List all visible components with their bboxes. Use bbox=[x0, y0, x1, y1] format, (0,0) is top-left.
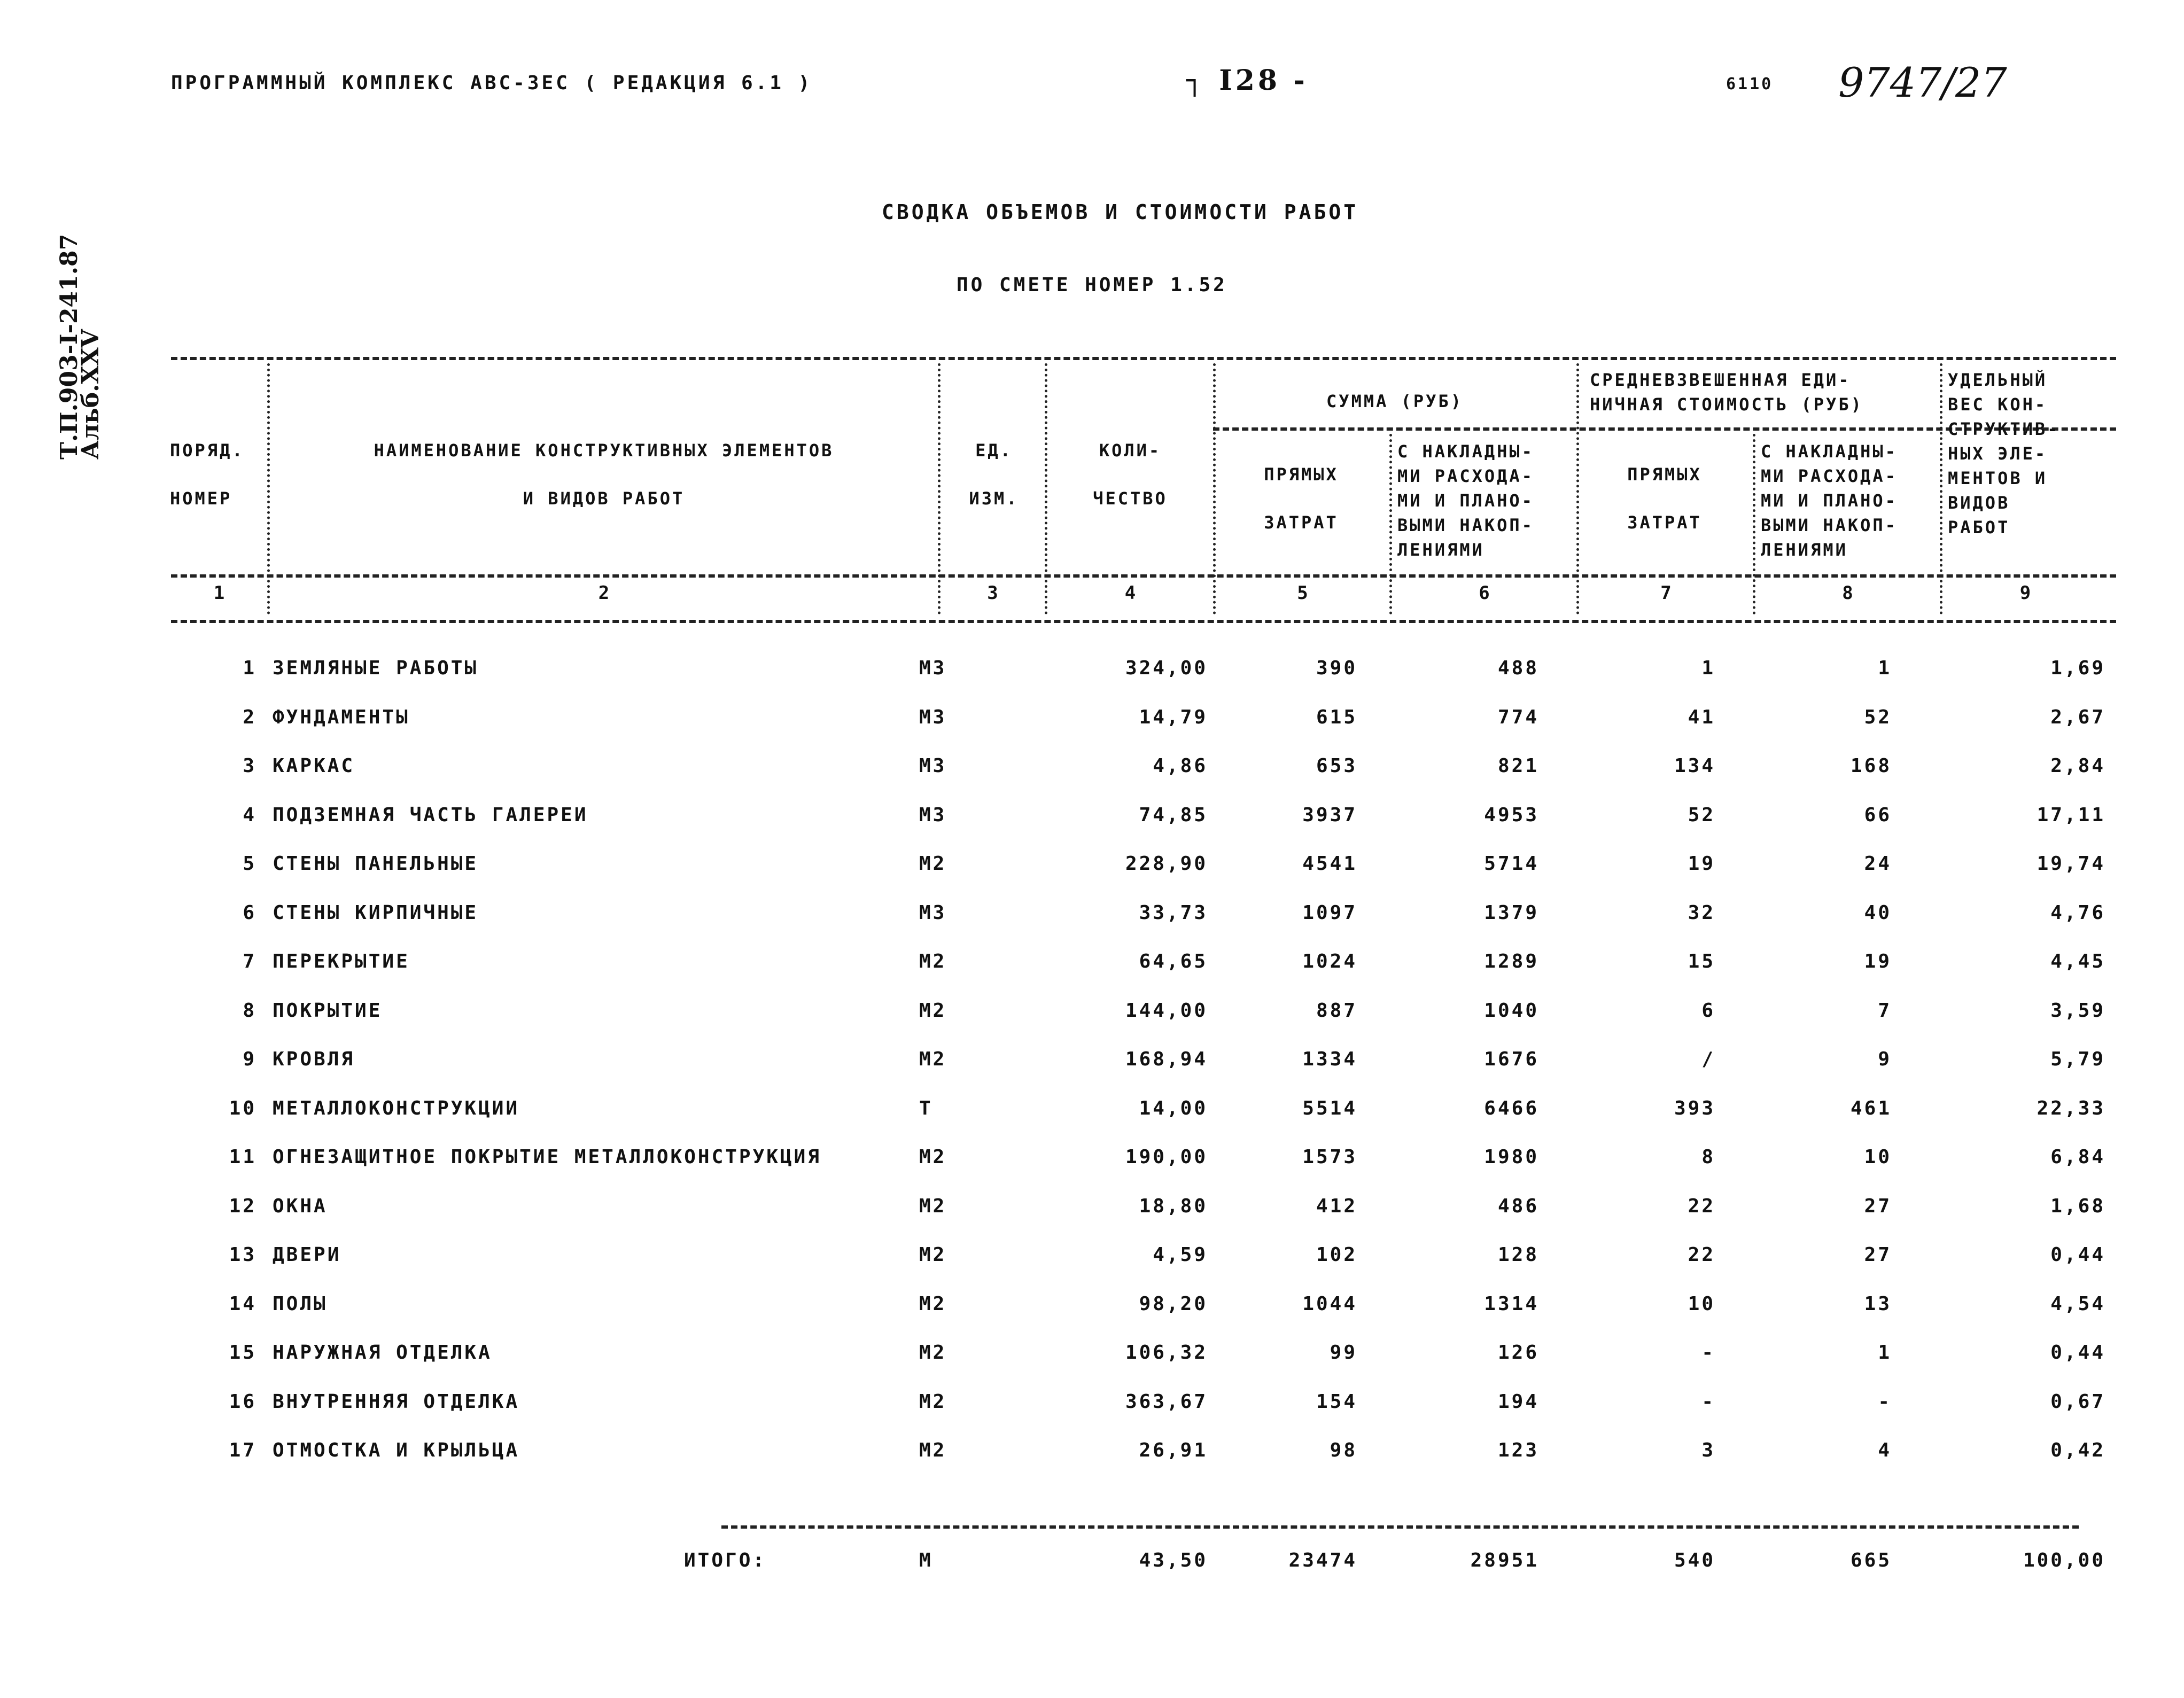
total-rule bbox=[721, 1525, 2079, 1529]
row-sum-overhead: 821 bbox=[1497, 755, 1539, 777]
total-label: ИТОГО: bbox=[684, 1549, 767, 1571]
total-row bbox=[0, 1549, 2184, 1582]
row-avg-direct: 1 bbox=[1701, 657, 1715, 679]
document-number: 9747/27 bbox=[1838, 59, 2007, 106]
row-avg-overhead: 168 bbox=[1850, 755, 1892, 777]
row-specific-weight: 2,67 bbox=[2050, 706, 2105, 728]
row-sum-overhead: 4953 bbox=[1484, 804, 1539, 826]
header-avg-overhead: С НАКЛАДНЫ- МИ РАСХОДА- МИ И ПЛАНО- ВЫМИ НАКОП- ЛЕНИЯМИ bbox=[1761, 441, 1898, 560]
table-row bbox=[0, 1097, 2184, 1130]
row-number: 1 bbox=[243, 657, 257, 679]
row-unit: Т bbox=[919, 1097, 933, 1119]
table-row bbox=[0, 1000, 2184, 1032]
row-unit: М3 bbox=[919, 901, 947, 924]
row-quantity: 4,86 bbox=[1153, 755, 1208, 777]
table-row bbox=[0, 951, 2184, 983]
row-avg-overhead: 19 bbox=[1864, 951, 1892, 972]
row-specific-weight: 4,45 bbox=[2050, 951, 2105, 972]
table-row bbox=[0, 902, 2184, 934]
row-unit: М2 bbox=[919, 951, 947, 972]
document-title: СВОДКА ОБЪЕМОВ И СТОИМОСТИ РАБОТ bbox=[882, 200, 1359, 224]
column-number: 6 bbox=[1479, 582, 1490, 604]
row-sum-direct: 3937 bbox=[1302, 804, 1357, 826]
row-sum-direct: 887 bbox=[1316, 999, 1357, 1022]
row-number: 15 bbox=[229, 1342, 257, 1364]
table-row bbox=[0, 853, 2184, 885]
row-unit: М2 bbox=[919, 1390, 947, 1413]
row-sum-overhead: 5714 bbox=[1484, 853, 1539, 875]
column-number: 5 bbox=[1297, 582, 1308, 604]
row-name: СТЕНЫ КИРПИЧНЫЕ bbox=[273, 901, 479, 924]
column-number: 9 bbox=[2019, 582, 2031, 604]
row-avg-overhead: 10 bbox=[1864, 1146, 1892, 1168]
row-quantity: 4,59 bbox=[1153, 1244, 1208, 1266]
col-separator bbox=[267, 363, 270, 614]
row-quantity: 190,00 bbox=[1125, 1146, 1208, 1168]
row-avg-overhead: 1 bbox=[1878, 1342, 1892, 1364]
row-sum-direct: 5514 bbox=[1302, 1097, 1357, 1119]
row-unit: М3 bbox=[919, 657, 947, 679]
row-specific-weight: 0,44 bbox=[2050, 1342, 2105, 1364]
row-name: НАРУЖНАЯ ОТДЕЛКА bbox=[273, 1342, 492, 1364]
row-quantity: 14,00 bbox=[1139, 1097, 1208, 1119]
row-sum-overhead: 128 bbox=[1497, 1244, 1539, 1266]
row-quantity: 98,20 bbox=[1139, 1292, 1208, 1315]
row-specific-weight: 19,74 bbox=[2037, 853, 2105, 875]
row-avg-direct: 10 bbox=[1688, 1292, 1715, 1315]
page-number: ┐ I28 - bbox=[1186, 64, 1308, 97]
row-specific-weight: 5,79 bbox=[2050, 1048, 2105, 1070]
header-sum-overhead: С НАКЛАДНЫ- МИ РАСХОДА- МИ И ПЛАНО- ВЫМИ НАКОП- ЛЕНИЯМИ bbox=[1397, 441, 1534, 560]
row-unit: М2 bbox=[919, 853, 947, 875]
total-specific-weight: 100,00 bbox=[2023, 1549, 2105, 1571]
row-number: 6 bbox=[243, 901, 257, 924]
total-unit: М bbox=[919, 1549, 933, 1571]
row-unit: М2 bbox=[919, 1195, 947, 1217]
row-unit: М3 bbox=[919, 804, 947, 826]
row-avg-direct: 19 bbox=[1688, 853, 1715, 875]
table-row bbox=[0, 804, 2184, 836]
row-unit: М2 bbox=[919, 1244, 947, 1266]
header-sum-direct: ПРЯМЫХ ЗАТРАТ bbox=[1264, 464, 1339, 533]
row-number: 10 bbox=[229, 1097, 257, 1119]
row-name: ЗЕМЛЯНЫЕ РАБОТЫ bbox=[273, 657, 479, 679]
row-avg-direct: 32 bbox=[1688, 901, 1715, 924]
row-name: ОГНЕЗАЩИТНОЕ ПОКРЫТИЕ МЕТАЛЛОКОНСТРУКЦИЯ bbox=[273, 1146, 821, 1168]
table-row bbox=[0, 1342, 2184, 1374]
row-sum-overhead: 1379 bbox=[1484, 901, 1539, 924]
row-sum-direct: 412 bbox=[1316, 1195, 1357, 1217]
row-avg-overhead: 52 bbox=[1864, 706, 1892, 728]
row-avg-overhead: 9 bbox=[1878, 1048, 1892, 1070]
row-quantity: 18,80 bbox=[1139, 1195, 1208, 1217]
header-quantity: КОЛИ- ЧЕСТВО bbox=[1093, 440, 1168, 509]
row-sum-direct: 102 bbox=[1316, 1244, 1357, 1266]
row-sum-direct: 1097 bbox=[1302, 901, 1357, 924]
row-sum-overhead: 1980 bbox=[1484, 1146, 1539, 1168]
row-sum-direct: 154 bbox=[1316, 1390, 1357, 1413]
row-quantity: 363,67 bbox=[1125, 1390, 1208, 1413]
row-quantity: 64,65 bbox=[1139, 951, 1208, 972]
row-name: КРОВЛЯ bbox=[273, 1048, 355, 1070]
row-number: 12 bbox=[229, 1195, 257, 1217]
row-sum-overhead: 1314 bbox=[1484, 1292, 1539, 1315]
col-separator bbox=[1045, 363, 1047, 614]
row-sum-direct: 98 bbox=[1330, 1439, 1357, 1461]
row-specific-weight: 2,84 bbox=[2050, 755, 2105, 777]
row-sum-direct: 99 bbox=[1330, 1342, 1357, 1364]
row-name: СТЕНЫ ПАНЕЛЬНЫЕ bbox=[273, 853, 479, 875]
row-sum-overhead: 486 bbox=[1497, 1195, 1539, 1217]
program-header: ПРОГРАММНЫЙ КОМПЛЕКС АВС-ЗЕС ( РЕДАКЦИЯ 6.1 ) bbox=[171, 72, 813, 94]
row-sum-overhead: 194 bbox=[1497, 1390, 1539, 1413]
numbers-bottom-rule bbox=[171, 620, 2116, 623]
row-avg-direct: 134 bbox=[1674, 755, 1715, 777]
row-unit: М3 bbox=[919, 755, 947, 777]
row-quantity: 324,00 bbox=[1125, 657, 1208, 679]
row-avg-overhead: 27 bbox=[1864, 1244, 1892, 1266]
row-avg-overhead: 7 bbox=[1878, 999, 1892, 1022]
row-number: 16 bbox=[229, 1390, 257, 1413]
col-separator bbox=[938, 363, 941, 614]
column-number: 3 bbox=[987, 582, 998, 604]
table-row bbox=[0, 1195, 2184, 1227]
table-row bbox=[0, 657, 2184, 689]
row-number: 11 bbox=[229, 1146, 257, 1168]
row-name: КАРКАС bbox=[273, 755, 355, 777]
row-name: ОКНА bbox=[273, 1195, 328, 1217]
row-avg-overhead: 461 bbox=[1850, 1097, 1892, 1119]
row-sum-direct: 1334 bbox=[1302, 1048, 1357, 1070]
total-avg-overhead: 665 bbox=[1850, 1549, 1892, 1571]
row-sum-overhead: 1676 bbox=[1484, 1048, 1539, 1070]
row-sum-overhead: 774 bbox=[1497, 706, 1539, 728]
row-quantity: 33,73 bbox=[1139, 901, 1208, 924]
row-unit: М2 bbox=[919, 1292, 947, 1315]
row-sum-overhead: 123 bbox=[1497, 1439, 1539, 1461]
row-avg-overhead: 4 bbox=[1878, 1439, 1892, 1461]
total-sum-overhead: 28951 bbox=[1470, 1549, 1539, 1571]
row-specific-weight: 0,44 bbox=[2050, 1244, 2105, 1266]
row-avg-overhead: 40 bbox=[1864, 901, 1892, 924]
row-avg-direct: 22 bbox=[1688, 1195, 1715, 1217]
column-number: 2 bbox=[598, 582, 610, 604]
col-separator bbox=[1940, 363, 1942, 614]
row-avg-direct: 393 bbox=[1674, 1097, 1715, 1119]
row-avg-overhead: 66 bbox=[1864, 804, 1892, 826]
total-qty: 43,50 bbox=[1139, 1549, 1208, 1571]
table-row bbox=[0, 1391, 2184, 1423]
row-quantity: 26,91 bbox=[1139, 1439, 1208, 1461]
table-row bbox=[0, 1048, 2184, 1080]
row-name: МЕТАЛЛОКОНСТРУКЦИИ bbox=[273, 1097, 520, 1119]
row-name: ПОЛЫ bbox=[273, 1292, 328, 1315]
row-sum-overhead: 1040 bbox=[1484, 999, 1539, 1022]
row-name: ФУНДАМЕНТЫ bbox=[273, 706, 410, 728]
col-separator bbox=[1576, 363, 1579, 614]
row-unit: М2 bbox=[919, 1342, 947, 1364]
table-top-rule bbox=[171, 357, 2116, 360]
header-avg-group: СРЕДНЕВЗВЕШЕННАЯ ЕДИ- НИЧНАЯ СТОИМОСТЬ (РУБ) bbox=[1590, 370, 1863, 415]
row-quantity: 144,00 bbox=[1125, 999, 1208, 1022]
row-unit: М2 bbox=[919, 999, 947, 1022]
row-specific-weight: 6,84 bbox=[2050, 1146, 2105, 1168]
row-quantity: 228,90 bbox=[1125, 853, 1208, 875]
row-quantity: 74,85 bbox=[1139, 804, 1208, 826]
row-unit: М2 bbox=[919, 1048, 947, 1070]
row-specific-weight: 1,69 bbox=[2050, 657, 2105, 679]
row-quantity: 14,79 bbox=[1139, 706, 1208, 728]
header-unit: ЕД. ИЗМ. bbox=[969, 440, 1019, 509]
row-sum-direct: 1024 bbox=[1302, 951, 1357, 972]
row-avg-direct: 22 bbox=[1688, 1244, 1715, 1266]
row-specific-weight: 0,67 bbox=[2050, 1390, 2105, 1413]
row-avg-direct: - bbox=[1701, 1390, 1715, 1413]
row-quantity: 168,94 bbox=[1125, 1048, 1208, 1070]
row-sum-overhead: 126 bbox=[1497, 1342, 1539, 1364]
row-specific-weight: 17,11 bbox=[2037, 804, 2105, 826]
table-row bbox=[0, 1146, 2184, 1178]
row-avg-overhead: 1 bbox=[1878, 657, 1892, 679]
row-number: 4 bbox=[243, 804, 257, 826]
column-number: 4 bbox=[1124, 582, 1136, 604]
row-avg-overhead: 24 bbox=[1864, 853, 1892, 875]
row-avg-direct: 15 bbox=[1688, 951, 1715, 972]
header-order-number: ПОРЯД. НОМЕР bbox=[170, 440, 245, 509]
row-number: 9 bbox=[243, 1048, 257, 1070]
row-avg-direct: 6 bbox=[1701, 999, 1715, 1022]
row-name: ПЕРЕКРЫТИЕ bbox=[273, 951, 410, 972]
table-row bbox=[0, 1293, 2184, 1325]
row-name: ДВЕРИ bbox=[273, 1244, 341, 1266]
side-stamp bbox=[56, 233, 104, 459]
row-specific-weight: 1,68 bbox=[2050, 1195, 2105, 1217]
row-sum-direct: 615 bbox=[1316, 706, 1357, 728]
column-number: 1 bbox=[213, 582, 225, 604]
row-specific-weight: 0,42 bbox=[2050, 1439, 2105, 1461]
row-number: 5 bbox=[243, 853, 257, 875]
row-avg-direct: 8 bbox=[1701, 1146, 1715, 1168]
row-avg-overhead: 13 bbox=[1864, 1292, 1892, 1315]
row-name: ВНУТРЕННЯЯ ОТДЕЛКА bbox=[273, 1390, 520, 1413]
row-specific-weight: 4,54 bbox=[2050, 1292, 2105, 1315]
row-specific-weight: 4,76 bbox=[2050, 901, 2105, 924]
row-avg-overhead: 27 bbox=[1864, 1195, 1892, 1217]
total-sum-direct: 23474 bbox=[1288, 1549, 1357, 1571]
code-label: 6110 bbox=[1726, 75, 1774, 94]
row-number: 2 bbox=[243, 706, 257, 728]
row-avg-direct: - bbox=[1701, 1342, 1715, 1364]
side-stamp-line1: Т.П.903-I-241.87 bbox=[56, 233, 83, 459]
row-name: ПОКРЫТИЕ bbox=[273, 999, 383, 1022]
row-number: 8 bbox=[243, 999, 257, 1022]
row-avg-direct: 41 bbox=[1688, 706, 1715, 728]
row-sum-direct: 1573 bbox=[1302, 1146, 1357, 1168]
row-sum-direct: 653 bbox=[1316, 755, 1357, 777]
column-number: 8 bbox=[1842, 582, 1853, 604]
header-specific-weight: УДЕЛЬНЫЙ ВЕС КОН- СТРУКТИВ- НЫХ ЭЛЕ- МЕНТОВ И ВИДОВ РАБОТ bbox=[1948, 370, 2060, 538]
table-row bbox=[0, 706, 2184, 738]
total-avg-direct: 540 bbox=[1674, 1549, 1715, 1571]
row-sum-overhead: 1289 bbox=[1484, 951, 1539, 972]
table-row bbox=[0, 1439, 2184, 1471]
header-bottom-rule bbox=[171, 574, 2116, 578]
row-avg-direct: 52 bbox=[1688, 804, 1715, 826]
row-sum-direct: 1044 bbox=[1302, 1292, 1357, 1315]
row-sum-direct: 390 bbox=[1316, 657, 1357, 679]
header-avg-direct: ПРЯМЫХ ЗАТРАТ bbox=[1627, 464, 1702, 533]
estimate-subtitle: ПО СМЕТЕ НОМЕР 1.52 bbox=[957, 274, 1227, 296]
row-unit: М3 bbox=[919, 706, 947, 728]
table-row bbox=[0, 755, 2184, 787]
table-row bbox=[0, 1244, 2184, 1276]
row-sum-overhead: 488 bbox=[1497, 657, 1539, 679]
row-specific-weight: 3,59 bbox=[2050, 999, 2105, 1022]
row-unit: М2 bbox=[919, 1146, 947, 1168]
row-number: 13 bbox=[229, 1244, 257, 1266]
row-sum-direct: 4541 bbox=[1302, 853, 1357, 875]
column-number: 7 bbox=[1660, 582, 1672, 604]
row-number: 7 bbox=[243, 951, 257, 972]
col-separator bbox=[1213, 363, 1216, 614]
row-number: 17 bbox=[229, 1439, 257, 1461]
row-name: ПОДЗЕМНАЯ ЧАСТЬ ГАЛЕРЕИ bbox=[273, 804, 588, 826]
side-stamp-line2: Альб.XXV bbox=[77, 329, 104, 459]
row-number: 3 bbox=[243, 755, 257, 777]
row-avg-direct: / bbox=[1701, 1048, 1715, 1070]
row-unit: М2 bbox=[919, 1439, 947, 1461]
row-number: 14 bbox=[229, 1292, 257, 1315]
header-element-name: НАИМЕНОВАНИЕ КОНСТРУКТИВНЫХ ЭЛЕМЕНТОВ И ВИДОВ РАБОТ bbox=[374, 440, 834, 509]
row-avg-direct: 3 bbox=[1701, 1439, 1715, 1461]
header-sum-group: СУММА (РУБ) bbox=[1326, 391, 1463, 411]
row-sum-overhead: 6466 bbox=[1484, 1097, 1539, 1119]
row-quantity: 106,32 bbox=[1125, 1342, 1208, 1364]
row-specific-weight: 22,33 bbox=[2037, 1097, 2105, 1119]
row-name: ОТМОСТКА И КРЫЛЬЦА bbox=[273, 1439, 520, 1461]
row-avg-overhead: - bbox=[1878, 1390, 1892, 1413]
